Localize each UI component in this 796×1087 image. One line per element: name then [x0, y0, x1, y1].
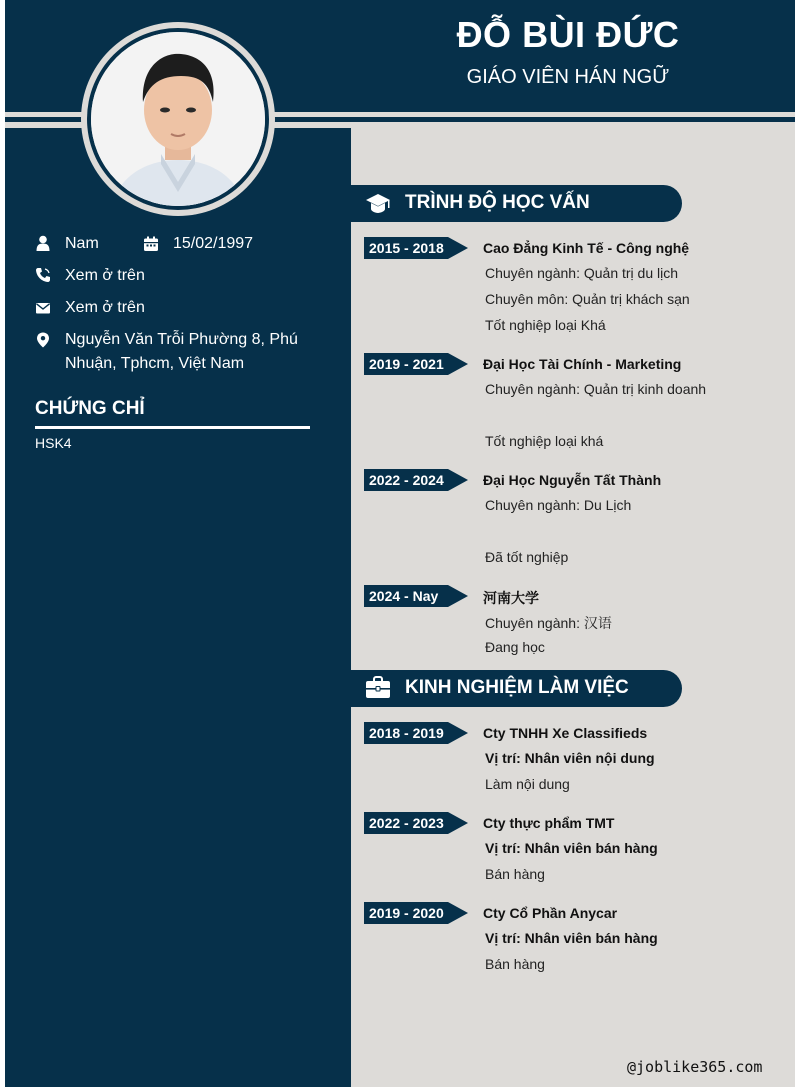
location-pin-icon [35, 332, 51, 348]
certificates-divider [35, 426, 310, 429]
date-tag [364, 812, 468, 834]
job-title: GIÁO VIÊN HÁN NGỮ [466, 66, 670, 88]
phone-value: Xem ở trên [65, 267, 145, 284]
gender-value: Nam [65, 235, 99, 252]
date-tag [364, 353, 468, 375]
date-tag [364, 585, 468, 607]
briefcase-icon [365, 675, 391, 701]
phone-icon [35, 267, 51, 283]
job-position: Vị trí: Nhân viên bán hàng [485, 930, 658, 946]
email-value: Xem ở trên [65, 299, 145, 316]
calendar-icon [143, 236, 159, 252]
date-range: 2024 - Nay [369, 588, 439, 604]
date-range: 2019 - 2020 [369, 905, 444, 921]
job-description: Bán hàng [485, 956, 545, 972]
sidebar [5, 128, 351, 1087]
job-position: Vị trí: Nhân viên nội dung [485, 750, 655, 766]
education-detail: Tốt nghiệp loại Khá [485, 317, 606, 333]
school-name: 河南大学 [483, 590, 539, 606]
education-detail: Đang học [485, 639, 545, 655]
certificate-item: HSK4 [35, 435, 72, 451]
company-name: Cty Cổ Phần Anycar [483, 905, 618, 921]
address-line-1: Nguyễn Văn Trỗi Phường 8, Phú [65, 331, 298, 348]
education-detail: Chuyên ngành: Quản trị du lịch [485, 265, 679, 281]
education-detail: Đã tốt nghiệp [485, 549, 569, 565]
education-detail: Chuyên ngành: Quản trị kinh doanh [485, 381, 707, 397]
profile-photo [91, 32, 265, 206]
date-range: 2018 - 2019 [369, 725, 444, 741]
school-name: Cao Đẳng Kinh Tế - Công nghệ [483, 240, 690, 256]
education-detail: Chuyên ngành: 汉语 [485, 615, 612, 631]
school-name: Đại Học Tài Chính - Marketing [483, 356, 682, 372]
date-range: 2019 - 2021 [369, 356, 444, 372]
company-name: Cty thực phẩm TMT [483, 815, 615, 831]
experience-banner [351, 670, 682, 707]
birthdate-value: 15/02/1997 [173, 235, 254, 252]
job-position: Vị trí: Nhân viên bán hàng [485, 840, 658, 856]
date-range: 2022 - 2024 [369, 472, 444, 488]
graduation-cap-icon [365, 190, 391, 216]
date-tag [364, 902, 468, 924]
education-detail: Chuyên môn: Quản trị khách sạn [485, 291, 690, 307]
education-detail: Chuyên ngành: Du Lịch [485, 497, 632, 513]
date-tag [364, 722, 468, 744]
certificates-heading: CHỨNG CHỈ [35, 398, 145, 419]
job-description: Làm nội dung [485, 776, 570, 792]
mail-icon [35, 300, 51, 316]
job-description: Bán hàng [485, 866, 545, 882]
cv-page [5, 0, 795, 1087]
company-name: Cty TNHH Xe Classifieds [483, 725, 648, 741]
portrait-illustration [91, 32, 265, 206]
date-range: 2022 - 2023 [369, 815, 444, 831]
date-tag [364, 237, 468, 259]
person-icon [35, 235, 51, 251]
candidate-name: ĐỖ BÙI ĐỨC [456, 14, 680, 55]
school-name: Đại Học Nguyễn Tất Thành [483, 472, 662, 488]
date-tag [364, 469, 468, 491]
education-heading: TRÌNH ĐỘ HỌC VẤN [405, 192, 590, 213]
experience-heading: KINH NGHIỆM LÀM VIỆC [405, 677, 629, 698]
watermark: @joblike365.com [627, 1058, 763, 1076]
education-banner [351, 185, 682, 222]
date-range: 2015 - 2018 [369, 240, 444, 256]
education-detail: Tốt nghiệp loại khá [485, 433, 604, 449]
address-line-2: Nhuận, Tphcm, Việt Nam [65, 355, 245, 372]
